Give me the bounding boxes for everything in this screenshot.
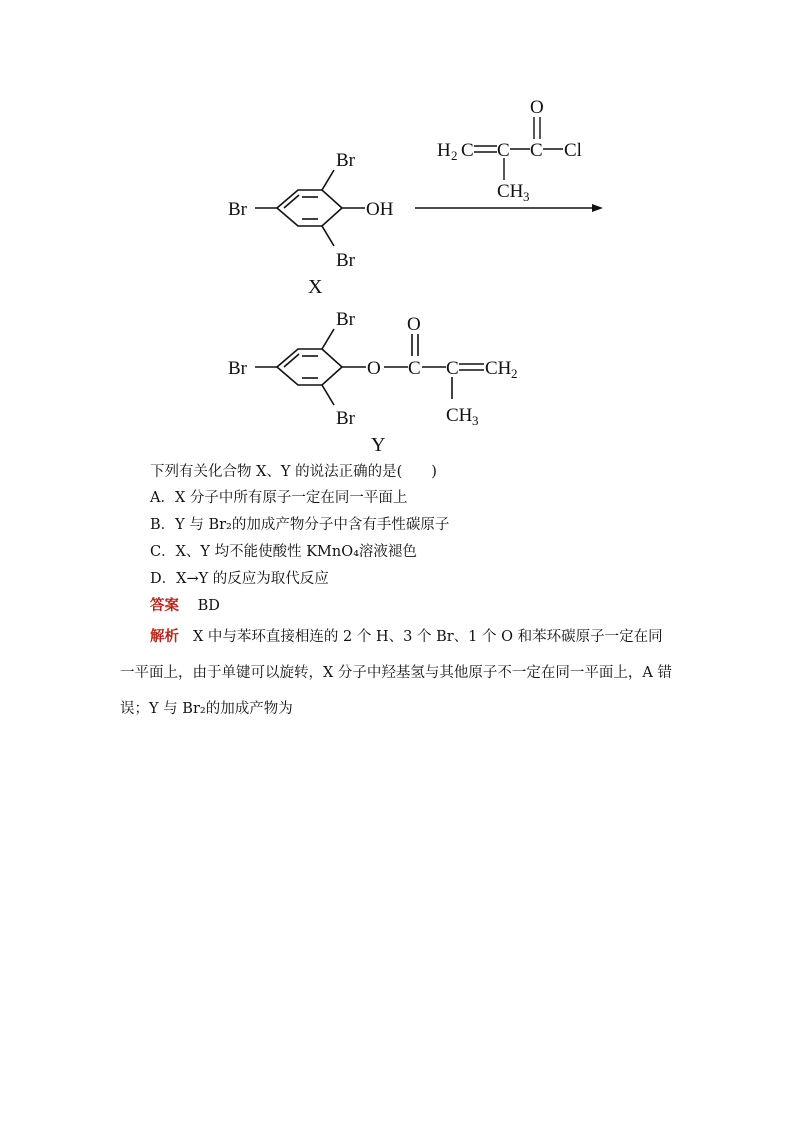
x-br-left: Br (228, 199, 247, 220)
analysis-paragraph (120, 619, 676, 727)
reagent-c3: C (530, 140, 543, 161)
reagent-o: O (530, 97, 544, 118)
y-ch2: CH (485, 358, 512, 379)
reagent-structure (437, 97, 582, 204)
reagent-c2: C (497, 140, 510, 161)
y-carbonyl-o: O (407, 314, 421, 335)
x-br-top: Br (336, 150, 355, 171)
reagent-c1: C (461, 140, 474, 161)
x-oh: OH (366, 199, 394, 220)
y-alkene-c: C (446, 358, 459, 379)
analysis-text: X 中与苯环直接相连的 2 个 H、3 个 Br、1 个 O 和苯环碳原子一定在同一平面上，由于单键可以旋转，X 分子中羟基氢与其他原子不一定在同一平面上，A 错误；Y 与 Br₂的加成产物为 (120, 629, 673, 717)
compound-x-label: X (308, 276, 323, 298)
y-br-left: Br (228, 358, 247, 379)
y-ch2-sub: 2 (511, 366, 518, 381)
reagent-ch: CH (497, 181, 524, 202)
y-carbonyl-c: C (408, 358, 421, 379)
reaction-scheme (0, 0, 794, 460)
y-br-top: Br (336, 309, 355, 330)
y-br-bottom: Br (336, 408, 355, 429)
compound-y-label: Y (371, 434, 386, 456)
option-d: D．X→Y 的反应为取代反应 (150, 571, 329, 587)
analysis-tag: 解析 (150, 628, 179, 645)
option-c: C．X、Y 均不能使酸性 KMnO₄溶液褪色 (150, 544, 417, 560)
option-b: B．Y 与 Br₂的加成产物分子中含有手性碳原子 (150, 517, 450, 533)
reagent-h: H (437, 140, 451, 161)
answer-line (150, 597, 220, 615)
reaction-arrow (415, 204, 603, 212)
answer-tag: 答案 (150, 597, 179, 614)
reagent-ch-sub: 3 (523, 189, 530, 204)
reagent-cl: Cl (564, 140, 582, 161)
y-ch3-sub: 3 (472, 413, 479, 428)
question-stem: 下列有关化合物 X、Y 的说法正确的是( ) (150, 464, 437, 480)
reagent-h-sub: 2 (451, 148, 458, 163)
answer-value: BD (197, 598, 220, 614)
y-ch3: CH (446, 405, 473, 426)
compound-x-structure (255, 170, 365, 246)
option-a: A．X 分子中所有原子一定在同一平面上 (150, 490, 408, 506)
y-ester-o: O (367, 358, 381, 379)
x-br-bottom: Br (336, 250, 355, 271)
